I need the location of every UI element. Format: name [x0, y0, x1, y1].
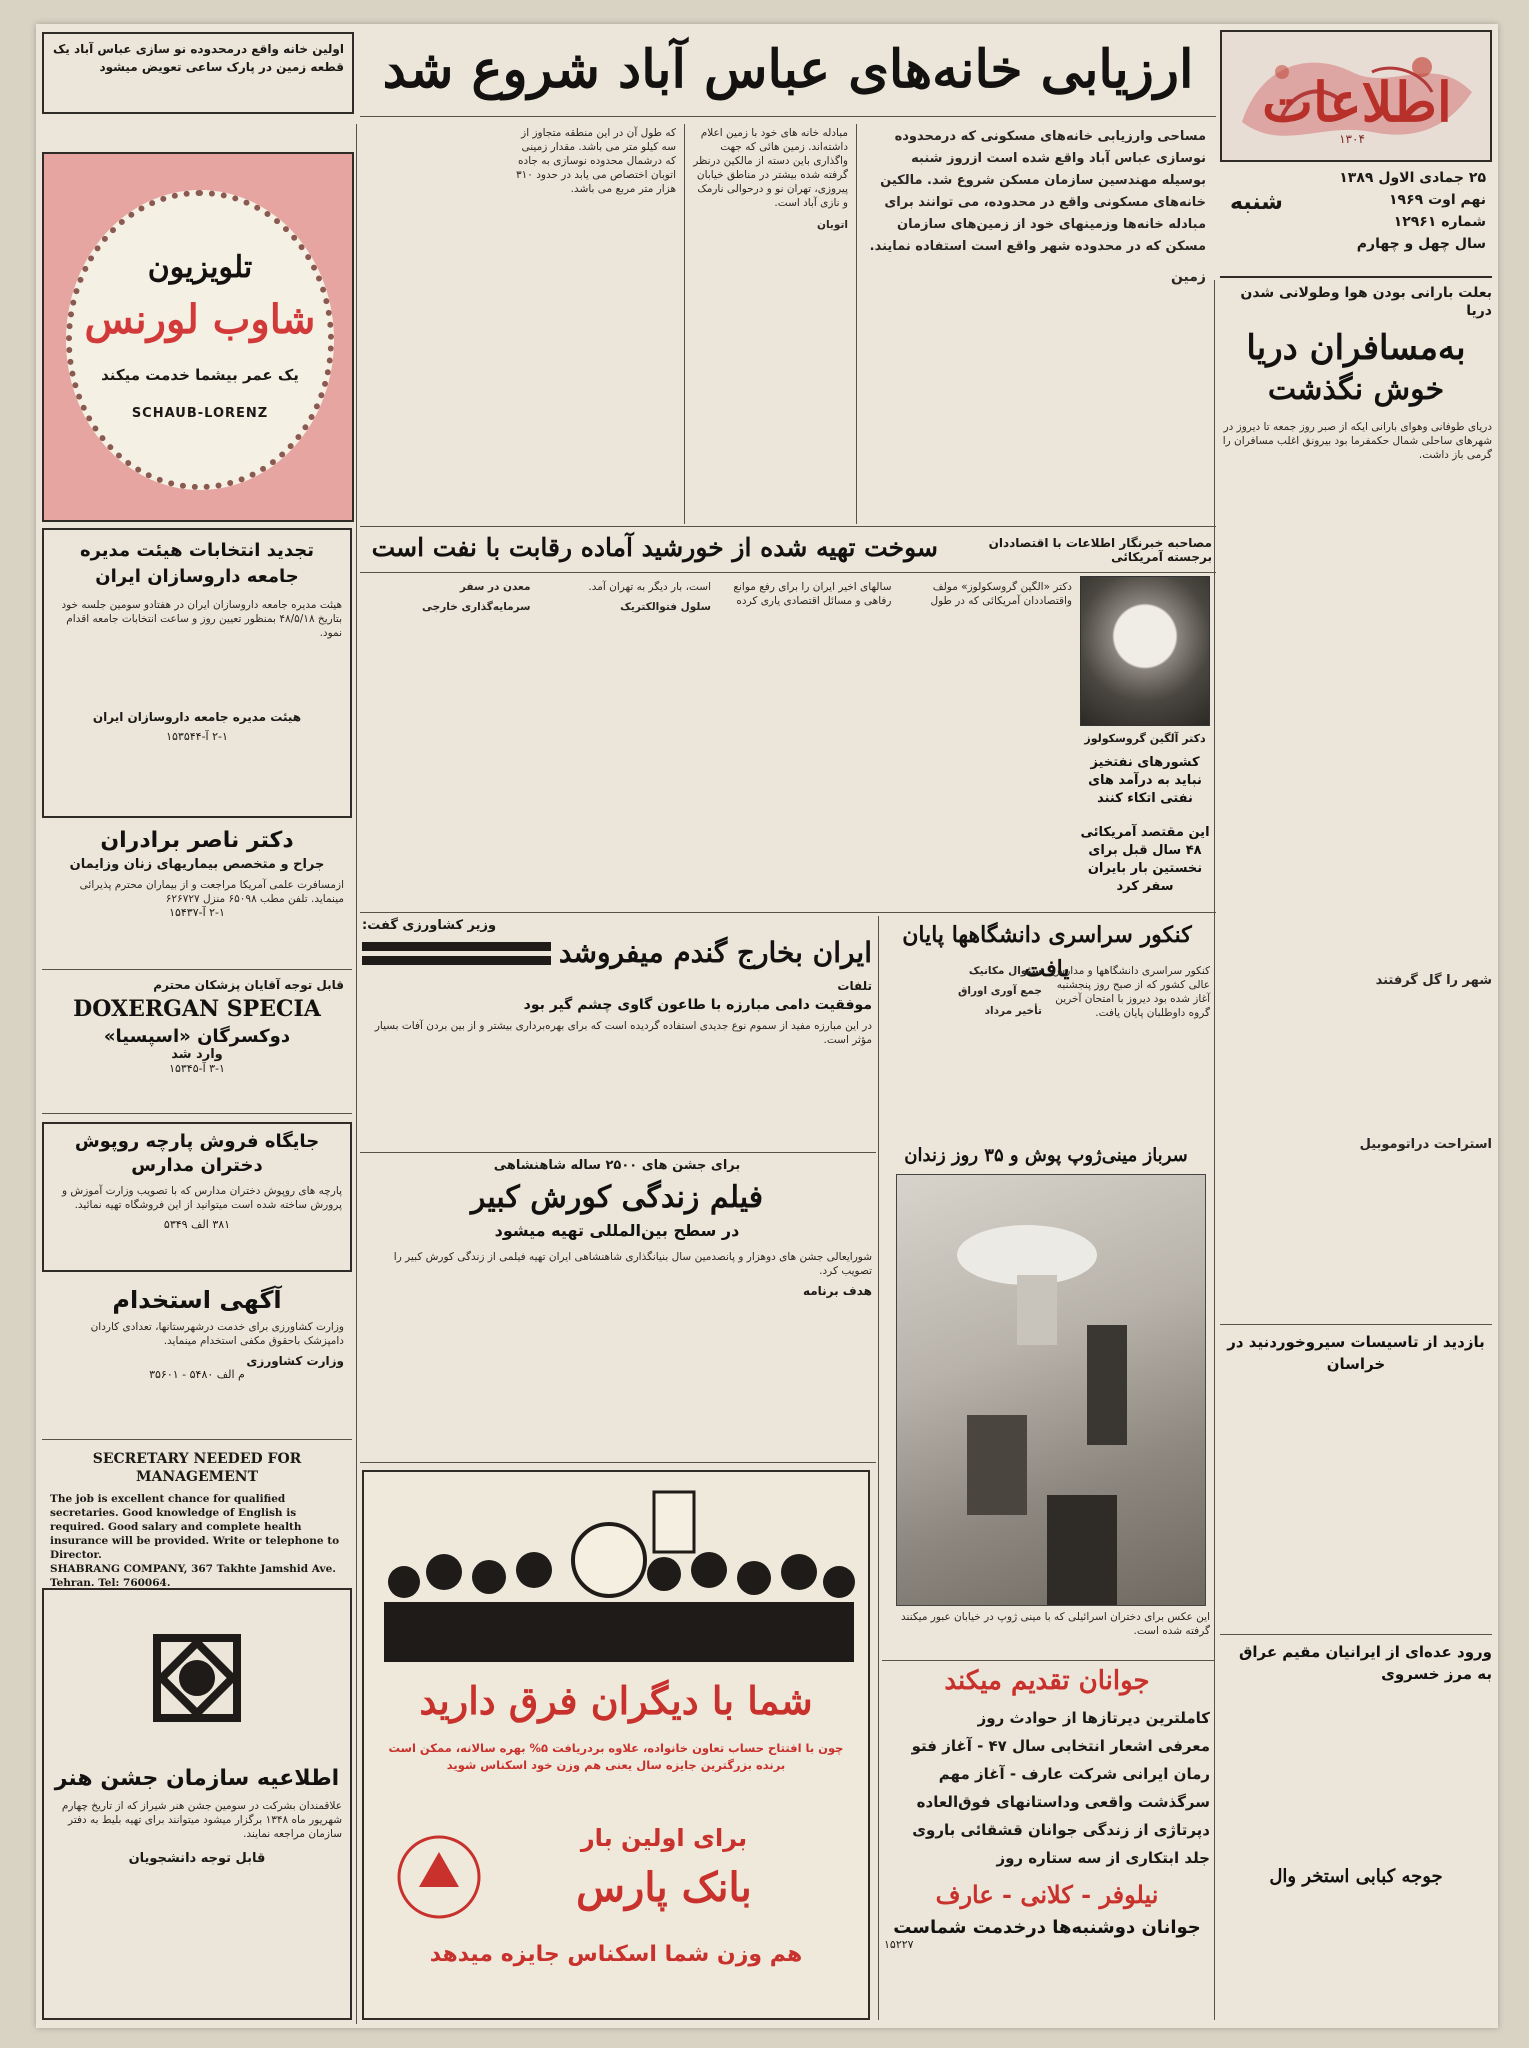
jobs-ref: م الف ۵۴۸۰ - ۳۵۶۰۱ [149, 1368, 245, 1381]
film-kicker: برای جشن های ۲۵۰۰ ساله شاهنشاهی [493, 1158, 741, 1173]
rain-story [1220, 284, 1492, 544]
tv-ad [42, 152, 354, 522]
fabric-ad [42, 1122, 352, 1272]
pharma-signature: هیئت مدیره جامعه داروسازان ایران [92, 710, 302, 724]
masthead-date-hijri: ۲۵ جمادی الاول ۱۳۸۹ [1339, 170, 1486, 186]
youth-line: سرگذشت واقعی وداستانهای فوق‌العاده [916, 1793, 1210, 1811]
fabric-ref: ۳۸۱ الف ۵۳۴۹ [163, 1218, 231, 1231]
jobs-ad [42, 1280, 352, 1440]
interview-headline: سوخت تهیه شده از خورشید آماده رقابت با نفت است [371, 533, 938, 562]
lead-col2-text: مبادله خانه های خود با زمین اعلام داشته‌اند. زمین هائی که جهت واگذاری باین دسته از مالکین درنظر گرفته شده بیشتر در مناطق خیابان پیروزی، تهران نو و درحوالی نارمک و نازی آباد است. [693, 127, 848, 209]
youth-line: کاملترین دیرتازها از حوادث روز [977, 1709, 1210, 1727]
art-fest-emblem-icon [127, 1608, 267, 1748]
youth-line: معرفی اشعار انتخابی سال ۴۷ - آغاز فتو [911, 1737, 1210, 1755]
bank-name: بانک پارس [576, 1864, 752, 1911]
interview-pull: کشورهای نفتخیز نباید به درآمد های نفتی اتکاء کنند [1088, 755, 1202, 806]
lead-sub-otoban: اتوبان [817, 219, 848, 231]
konkur-sub2: جمع آوری اوراق [957, 985, 1042, 997]
rain-text: دریای طوفانی وهوای بارانی ایکه از صبر روز جمعه تا دیروز در شهرهای ساحلی شمال حکمفرما بود بیرونق اغلب مسافران را گرمی باز داشت. [1222, 421, 1492, 461]
wall-headline: جوجه کبابی استخر وال [1269, 1866, 1443, 1887]
masthead-logo-text: اطلاعات [1262, 70, 1452, 134]
wheat-text: در این مبارزه مفید از سموم نوع جدیدی استفاده گردیده است که برای بهره‌برداری بیشتر و از بین بردن آفات بسیار مؤثر است. [374, 1020, 872, 1046]
pharma-text: هیئت مدیره جامعه داروسازان ایران در هفتادو سومین جلسه خود بتاریخ ۴۸/۵/۱۸ بمنظور تعیین روز و ساعت انتخابات جامعه اقدام نمود. [61, 599, 342, 639]
youth-line: دپرتاژی از زندگی جوانان قشقائی باروی [912, 1821, 1210, 1839]
doxergan-ref: ۳-۱ آ-۱۵۳۴۵ [169, 1062, 225, 1075]
trade-sub: استراحت دراتوموبیل [1359, 1137, 1492, 1152]
bank-tagline: هم وزن شما اسکناس جایزه میدهد [429, 1942, 803, 1967]
youth-stars: نیلوفر - کلانی - عارف [935, 1880, 1159, 1909]
doctor-ad [42, 824, 352, 970]
lead-col3-text: که طول آن در این منطقه متجاوز از سه کیلو متر می باشد. مقدار زمینی که درشمال محدوده نوسازی به جاده اتوبان اختصاص می یابد در حدود ۳۱۰ هزار متر مربع می باشد. [515, 127, 676, 195]
tourism-box [1220, 1324, 1492, 1624]
bank-ad [362, 1470, 870, 2020]
doctor-text: ازمسافرت علمی آمریکا مراجعت و از بیماران محترم پذیرائی مینماید. تلفن مطب ۶۵۰۹۸ منزل ۶۲۶۷۲۷ [79, 879, 344, 905]
wheat-stripes [362, 937, 551, 970]
bank-headline: شما با دیگران فرق دارید [419, 1678, 813, 1723]
doxergan-sub: وارد شد [171, 1047, 223, 1062]
konkur-text: کنکور سراسری دانشگاهها و مدارس عالی کشور که از صبح روز پنجشنبه آغاز شده بود دیروز با امتحان آخرین گروه داوطلبان پایان یافت. [1052, 965, 1210, 1019]
lead-col3 [510, 126, 676, 196]
rain-continued [1220, 554, 1492, 1314]
lead-boxed-note [42, 32, 354, 114]
masthead-logo-year: ۱۳۰۴ [1339, 132, 1365, 146]
interview-caption: دکتر آلگین گروسکولوز [1084, 732, 1206, 745]
masthead-logo-box [1220, 30, 1492, 162]
interview-sub-invest: سرمایه‌گذاری خارجی [422, 601, 531, 613]
secretary-ad [42, 1446, 352, 1589]
tv-ad-tagline: یک عمر بیشما خدمت میکند [101, 366, 299, 384]
secretary-address: SHABRANG COMPANY, 367 Takhte Jamshid Ave. Tehran. Tel: 760064. [50, 1563, 336, 1589]
iraq-box [1220, 1634, 1492, 1854]
youth-line: رمان ایرانی شرکت عارف - آغاز مهم [938, 1765, 1210, 1783]
masthead-day: شنبه [1230, 190, 1283, 215]
newspaper-page [36, 24, 1498, 2028]
soldier-photo [896, 1174, 1206, 1606]
tv-ad-brand: شاوب لورنس [84, 296, 316, 343]
fabric-headline: جایگاه فروش پارچه روپوش دختران مدارس [74, 1131, 320, 1176]
lead-headline: ارزیابی خانه‌های عباس آباد شروع شد [382, 39, 1194, 100]
weather-sub: شهر را گل گرفتند [1375, 973, 1492, 988]
wheat-kicker: وزیر کشاورزی گفت: [362, 918, 497, 933]
interview-portrait [1080, 576, 1210, 726]
fabric-text: پارچه های روپوش دختران مدارس که با تصویب وزارت آموزش و پرورش ساخته شده است میتوانید از این فروشگاه تهیه نمائید. [61, 1185, 342, 1211]
film-sub2: هدف برنامه [802, 1284, 872, 1298]
bank-crowd-illustration [364, 1482, 868, 1662]
doctor-sub: جراح و متخصص بیماریهای زنان وزایمان [69, 857, 325, 872]
youth-headline: جوانان تقدیم میکند [944, 1666, 1150, 1696]
film-headline: فیلم زندگی کورش کبیر [470, 1180, 764, 1215]
lead-sub-zamin: زمین [1170, 269, 1206, 285]
lead-col1-text: مساحی وارزیابی خانه‌های مسکونی که درمحدوده نوسازی عباس آباد واقع شده است ازروز شنبه بوسیله مهندسین سازمان مسکن شروع شد. مالکین خانه‌های مسکونی واقع در محدوده، می توانند برای مبادله خانه‌ها وزمینهای خود از زمین‌های سازمان مسکن که در محدوده شهر واقع است استفاده نمایند. [869, 129, 1206, 254]
konkur-sub3: تأخیر مرداد [984, 1005, 1042, 1017]
pharma-headline: تجدید انتخابات هیئت مدیره جامعه داروسازان ایران [79, 540, 315, 587]
doctor-headline: دکتر ناصر برادران [100, 828, 294, 853]
interview-pull2: این مقتصد آمریکائی ۴۸ سال قبل برای نخستین بار بایران سفر کرد [1080, 825, 1210, 894]
film-story [362, 1158, 872, 1458]
interview-sub-cell: سلول فتوالکتریک [620, 601, 711, 613]
konkur-sub1: سئوال مکانیک [968, 965, 1042, 977]
pharma-notice [42, 528, 352, 818]
secretary-headline: SECRETARY NEEDED FOR MANAGEMENT [92, 1451, 302, 1485]
lead-boxed-note-text: اولین خانه واقع درمحدوده نو سازی عباس آباد یک قطعه زمین در پارک ساعی تعویض میشود [52, 42, 344, 74]
iraq-headline: ورود عده‌ای از ایرانیان مقیم عراق به مرز خسروی [1238, 1643, 1492, 1683]
wheat-headline: ایران بخارج گندم میفروشد [558, 936, 872, 969]
bank-logo-icon [394, 1832, 484, 1922]
rain-headline2: خوش نگذشت [1267, 372, 1445, 407]
rain-headline1: به‌مسافران دریا [1246, 328, 1466, 368]
jobs-headline: آگهی استخدام [112, 1286, 282, 1314]
interview-sub-travel: معدن در سفر [459, 581, 531, 593]
secretary-text: The job is excellent chance for qualified secretaries. Good knowledge of English is required. Good salary and complete health insurance will be provided. Write or telephone to Director. [50, 1493, 340, 1561]
doxergan-intro: قابل توجه آقایان پزشکان محترم [153, 978, 344, 992]
art-fest-text: علاقمندان بشرکت در سومین جشن هنر شیراز که از تاریخ چهارم شهریور ماه ۱۳۴۸ برگزار میشود میتوانند برای تهیه بلیط به دفتر سازمان مراجعه نمایند. [61, 1800, 342, 1840]
jobs-text: وزارت کشاورزی برای خدمت درشهرستانها، تعدادی کاردان دامپزشک باحقوق مکفی استخدام مینماید. [90, 1321, 344, 1347]
masthead-date-gregorian: نهم اوت ۱۹۶۹ [1389, 192, 1486, 208]
doxergan-latin: DOXERGAN SPECIA [73, 996, 321, 1022]
youth-footer: جوانان دوشنبه‌ها درخدمت شماست [893, 1917, 1201, 1938]
film-text: شورایعالی جشن های دوهزار و پانصدمین سال بنیانگذاری شاهنشاهی ایران تهیه فیلمی از زندگی کورش کبیر را تصویب کرد. [393, 1251, 872, 1277]
film-sub: در سطح بین‌المللی تهیه میشود [494, 1221, 740, 1240]
wheat-sub1: تلفات [837, 979, 872, 993]
tv-ad-logo: SCHAUB-LORENZ [131, 406, 269, 421]
pharma-ref: ۲-۱ آ-۱۵۳۵۴۴ [166, 730, 228, 743]
doctor-ref: ۲-۱ آ-۱۵۴۳۷ [169, 906, 225, 919]
youth-ad [884, 1666, 1210, 2018]
wheat-sub2: موفقیت دامی مبارزه با طاعون گاوی چشم گیر بود [523, 997, 872, 1013]
bank-title: برای اولین بار [580, 1824, 748, 1852]
tv-ad-title: تلویزیون [147, 250, 253, 285]
art-fest-sub: قابل توجه دانشجویان [128, 1851, 266, 1866]
doxergan-ad [42, 974, 352, 1114]
wall-box [1220, 1864, 1492, 1924]
tourism-headline: بازدید از تاسیسات سیروخوردنید در خراسان [1227, 1333, 1485, 1373]
masthead-year: سال چهل و چهارم [1356, 236, 1486, 252]
doxergan-title: دوکسرگان «اسپسیا» [103, 1026, 291, 1047]
jobs-sig: وزارت کشاورزی [246, 1354, 344, 1368]
bank-text: چون با افتتاح حساب تعاون خانواده، علاوه بردریافت ۵% بهره سالانه، ممکن است برنده بزرگترین جایزه سال یعنی هم وزن خود اسکناس شوید [388, 1741, 844, 1772]
lead-col1 [866, 126, 1206, 288]
soldier-figure-illustration [897, 1175, 1207, 1607]
art-fest-ad [42, 1588, 352, 2020]
youth-line: جلد ابتکاری از سه ستاره روز [996, 1849, 1210, 1867]
youth-lines [884, 1704, 1210, 1872]
interview-text-p1: دکتر «الگین گروسکولوز» مولف واقتصاددان آمریکائی که در طول سالهای اخیر ایران را برای رفع موانع رفاهی و مسائل اقتصادی یاری کرده است، بار دیگر به تهران آمد. [588, 581, 1072, 607]
interview-text [362, 580, 1072, 910]
masthead-date-block [1220, 168, 1492, 278]
konkur-headline: کنکور سراسری دانشگاهها پایان یافت [902, 922, 1192, 982]
masthead-issue: شماره ۱۲۹۶۱ [1393, 214, 1486, 230]
youth-ref: ۱۵۲۲۷ [884, 1938, 914, 1951]
lead-col2 [692, 126, 848, 232]
rain-kicker: بعلت بارانی بودن هوا وطولانی شدن دریا [1240, 285, 1492, 319]
soldier-caption: این عکس برای دختران اسرائیلی که با مینی ژوپ در خیابان عبور میکنند گرفته شده است. [901, 1611, 1210, 1637]
art-fest-headline: اطلاعیه سازمان جشن هنر [54, 1766, 340, 1791]
interview-kicker: مصاحبه خبرنگار اطلاعات با اقتصاددان برجسته آمریکائی [988, 536, 1212, 564]
wheat-story [362, 918, 872, 1148]
soldier-headline: سرباز مینی‌ژوپ پوش و ۳۵ روز زندان [904, 1145, 1188, 1166]
